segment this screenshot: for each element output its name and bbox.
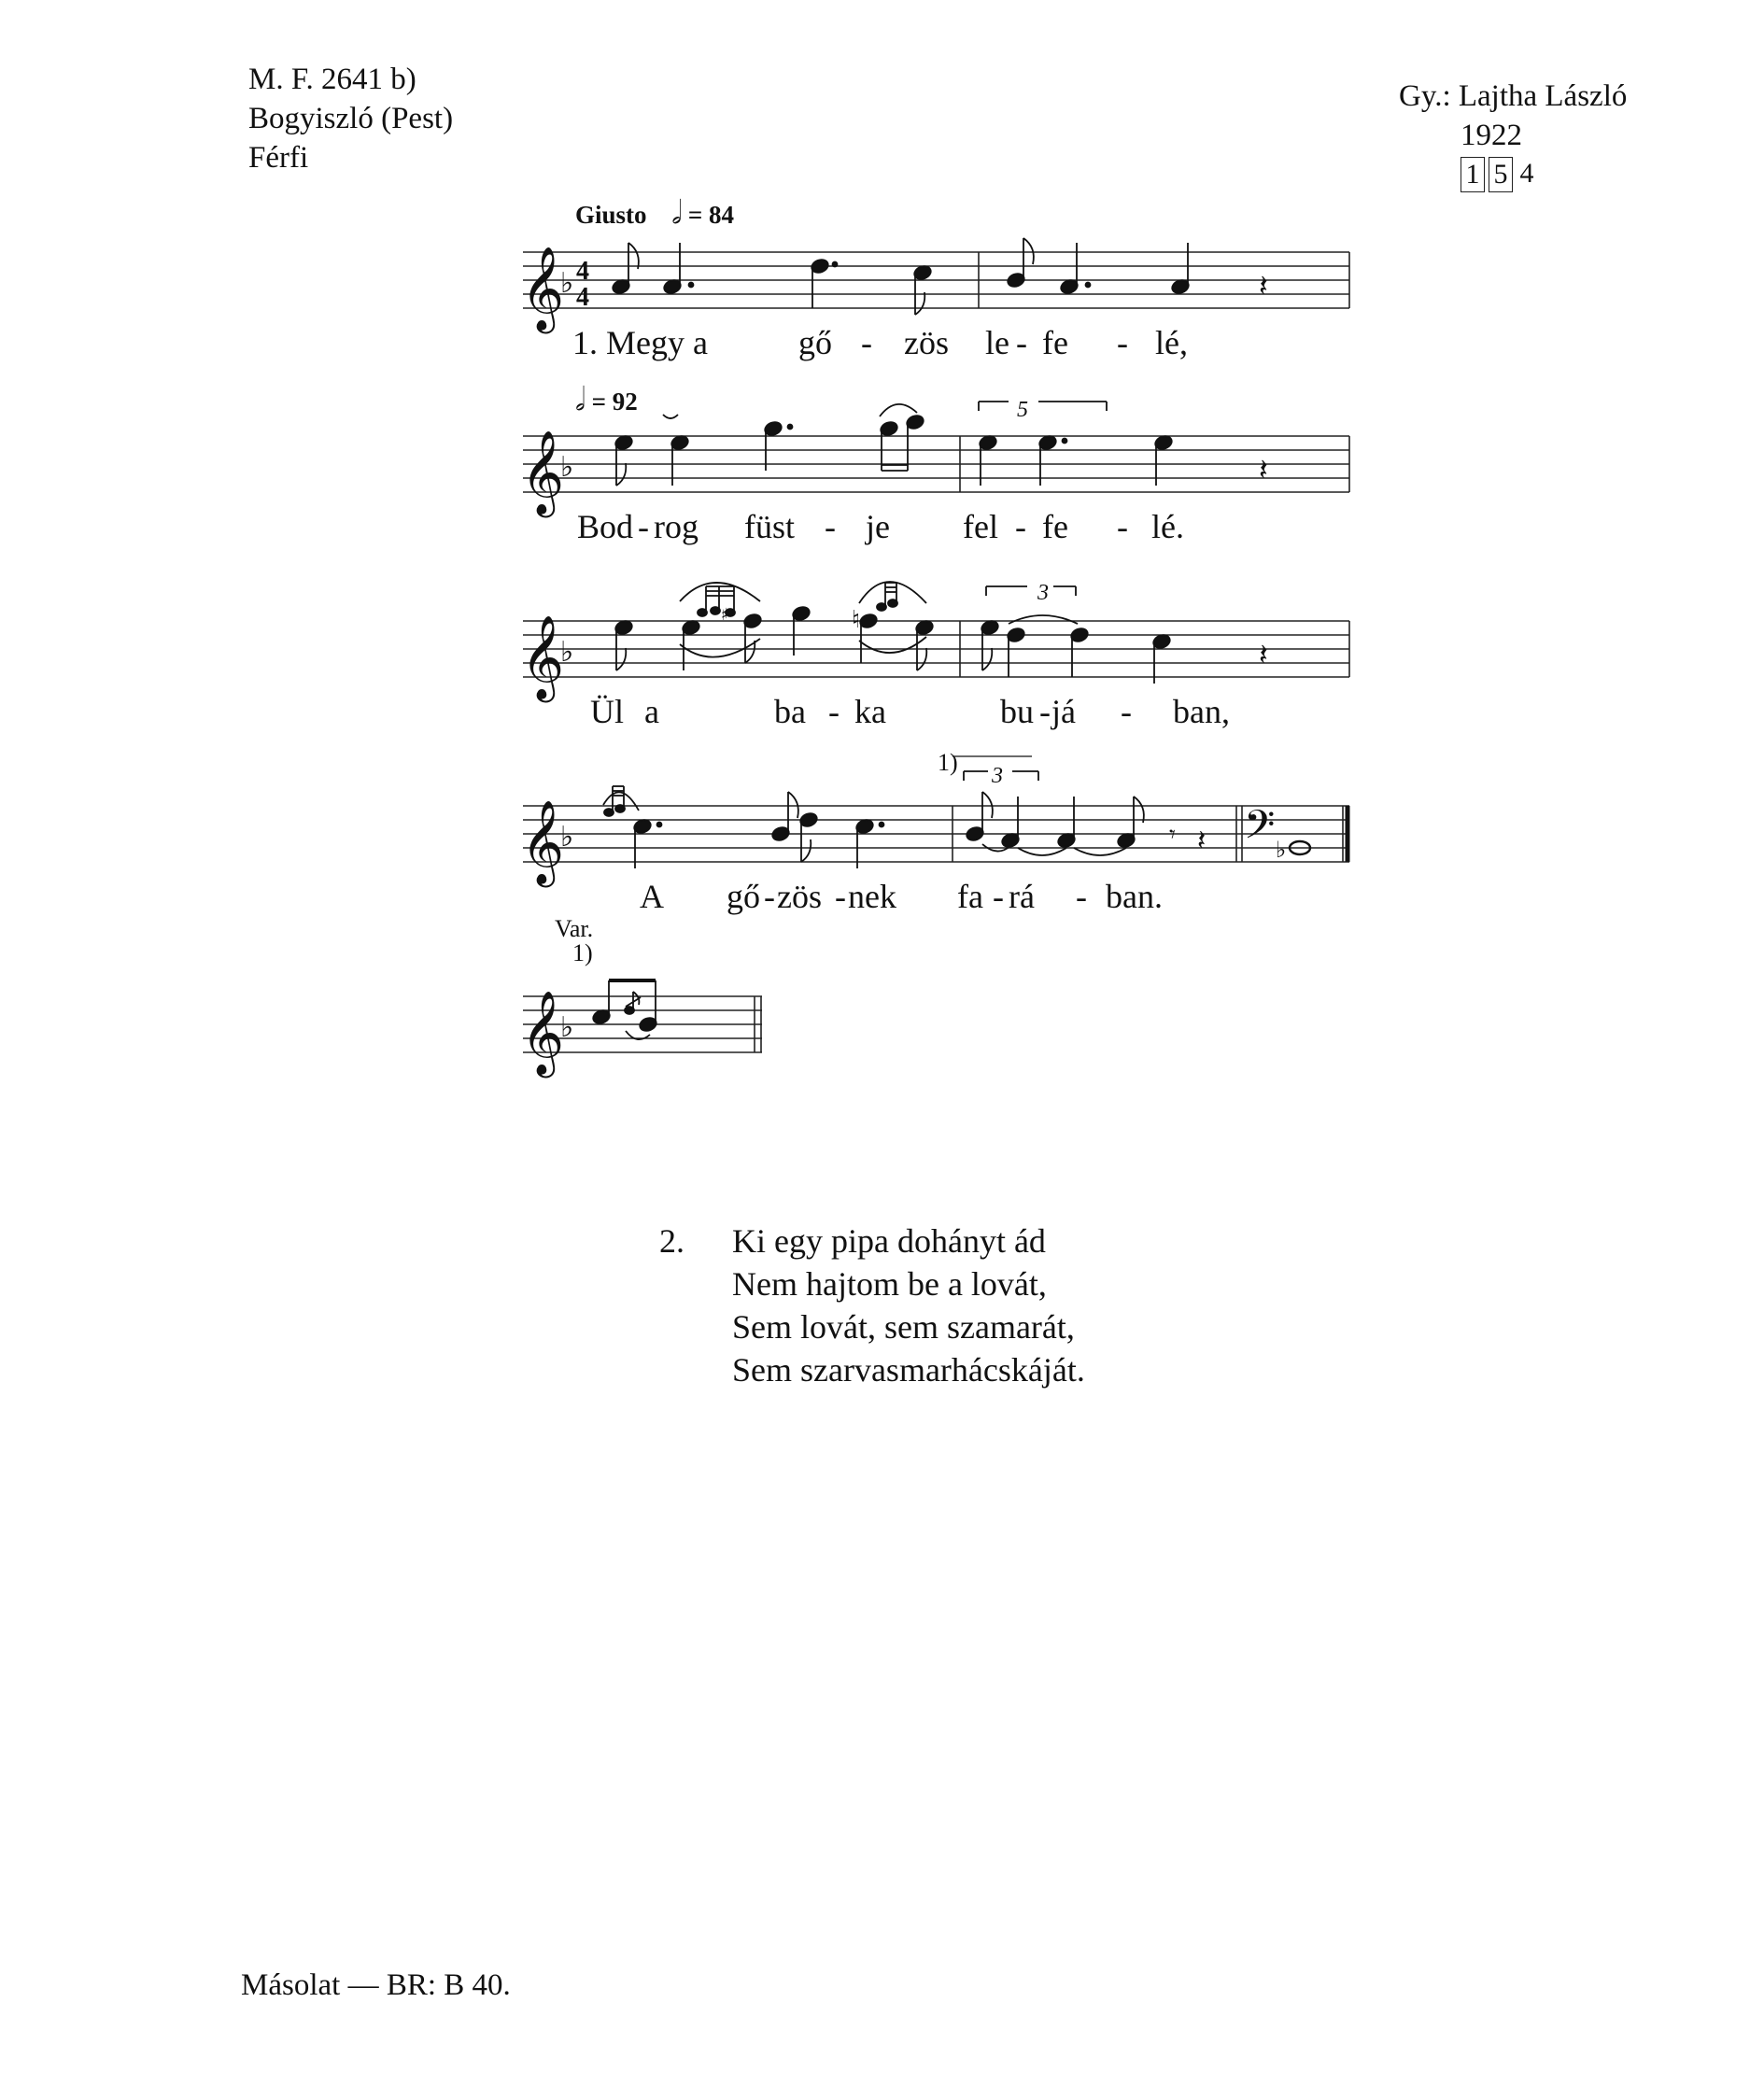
stanza-line: Ki egy pipa dohányt ád [732,1222,1046,1260]
lyric-hyphen: - [835,878,846,915]
lyric-hyphen: - [1015,508,1026,545]
lyric-syllable: Ül [590,693,624,730]
treble-clef-icon: 𝄞 [521,615,565,699]
stanza-lines [732,1220,1085,1391]
sharp-icon: ♯ [721,605,729,625]
collection-year: 1922 [1461,119,1522,152]
lyric-syllable: fel [963,508,998,545]
staff-3 [523,607,1354,700]
tempo-value-1: = 84 [687,201,734,229]
tempo-marking-1 [575,194,734,232]
lyric-syllable: zös [904,324,949,361]
tempo-word: Giusto [575,201,647,229]
lyric-hyphen: - [861,324,872,361]
tuplet-number: 3 [1037,581,1049,605]
lyric-hyphen: - [828,693,840,730]
tempo-marking-2 [575,381,638,418]
flat-icon: ♭ [560,636,574,669]
variant-marker: 1) [572,939,593,966]
half-note-icon: 𝅗𝅥 [575,381,586,418]
lyric-syllable: lé, [1155,324,1188,361]
natural-icon: ♮ [852,606,861,634]
lyric-hyphen: - [1117,324,1128,361]
flat-icon: ♭ [560,267,574,300]
lyric-hyphen: - [993,878,1004,915]
flat-icon: ♭ [560,821,574,853]
lyric-syllable: ka [854,693,886,730]
lyric-hyphen: - [1016,324,1027,361]
collector: Gy.: Lajtha László [1399,79,1628,113]
lyric-hyphen: - [1117,508,1128,545]
staff-2 [523,422,1354,515]
footnote-marker: 1) [938,749,958,776]
flat-icon: ♭ [560,451,574,484]
lyric-syllable: zös [777,878,822,915]
lyric-syllable: bu [1000,693,1034,730]
code-digit-3: 4 [1519,158,1534,189]
quarter-rest-icon: 𝄽 [1259,452,1268,487]
lyric-syllable: fe [1042,508,1068,545]
time-signature: 4 [576,257,589,286]
staff-1 [523,238,1354,331]
lyric-syllable: gő [727,878,760,915]
lyric-hyphen: - [825,508,836,545]
lyric-syllable: lé. [1151,508,1184,545]
lyric-hyphen: - [1039,693,1051,730]
lyric-syllable: rá [1009,878,1035,915]
code-digit-1: 1 [1461,157,1485,192]
lyric-syllable: ban, [1173,693,1230,730]
quarter-rest-icon: 𝄽 [1259,637,1268,672]
bass-clef-icon: 𝄢 [1244,802,1276,858]
svg-text:4: 4 [576,283,589,312]
eighth-rest-icon: 𝄾 [1169,821,1176,849]
treble-clef-icon: 𝄞 [521,800,565,884]
header-right [1399,77,1627,192]
recording-place: Bogyiszló (Pest) [248,102,454,135]
flat-icon: ♭ [1276,837,1287,863]
catalog-number: M. F. 2641 b) [248,63,416,96]
tune-code [1461,157,1627,192]
performer: Férfi [248,141,309,175]
lyric-syllable: fe [1042,324,1068,361]
quarter-rest-icon: 𝄽 [1197,825,1207,857]
lyric-syllable: nek [848,878,896,915]
lyric-hyphen: - [638,508,649,545]
lyric-syllable: 1. Megy a [572,324,708,361]
quarter-rest-icon: 𝄽 [1259,268,1268,303]
tuplet-number: 3 [992,764,1003,788]
stanza-line: Nem hajtom be a lovát, [732,1265,1047,1303]
lyric-syllable: je [866,508,890,545]
lyric-syllable: ba [774,693,806,730]
variant-staff [523,982,766,1076]
lyric-syllable: a [644,693,659,730]
stanza-number: 2. [659,1222,684,1260]
lyric-syllable: le [985,324,1009,361]
lyric-syllable: fa [957,878,983,915]
lyric-syllable: rog [654,508,699,545]
footer-source: Másolat — BR: B 40. [241,1968,511,2002]
lyric-syllable: füst [744,508,795,545]
lyric-syllable: ban. [1106,878,1163,915]
treble-clef-icon: 𝄞 [521,430,565,515]
treble-clef-icon: 𝄞 [521,247,565,331]
lyric-hyphen: - [1121,693,1132,730]
tuplet-number: 5 [1017,398,1028,422]
lyric-syllable: gő [798,324,832,361]
flat-icon: ♭ [560,1011,574,1044]
staff-4 [523,792,1354,885]
variant-label: Var. [555,915,594,942]
stanza-line: Sem szarvasmarhácskáját. [732,1351,1085,1389]
lyric-hyphen: - [1076,878,1087,915]
lyric-syllable: A [640,878,664,915]
stanza-line: Sem lovát, sem szamarát, [732,1308,1075,1346]
lyric-hyphen: - [764,878,775,915]
lyric-syllable: Bod [577,508,634,545]
tempo-value-2: = 92 [591,388,638,416]
treble-clef-icon: 𝄞 [521,991,565,1075]
half-note-icon: 𝅗𝅥 [671,194,683,232]
lyric-syllable: já [1051,693,1076,730]
header-left [248,60,453,177]
code-digit-2: 5 [1489,157,1513,192]
